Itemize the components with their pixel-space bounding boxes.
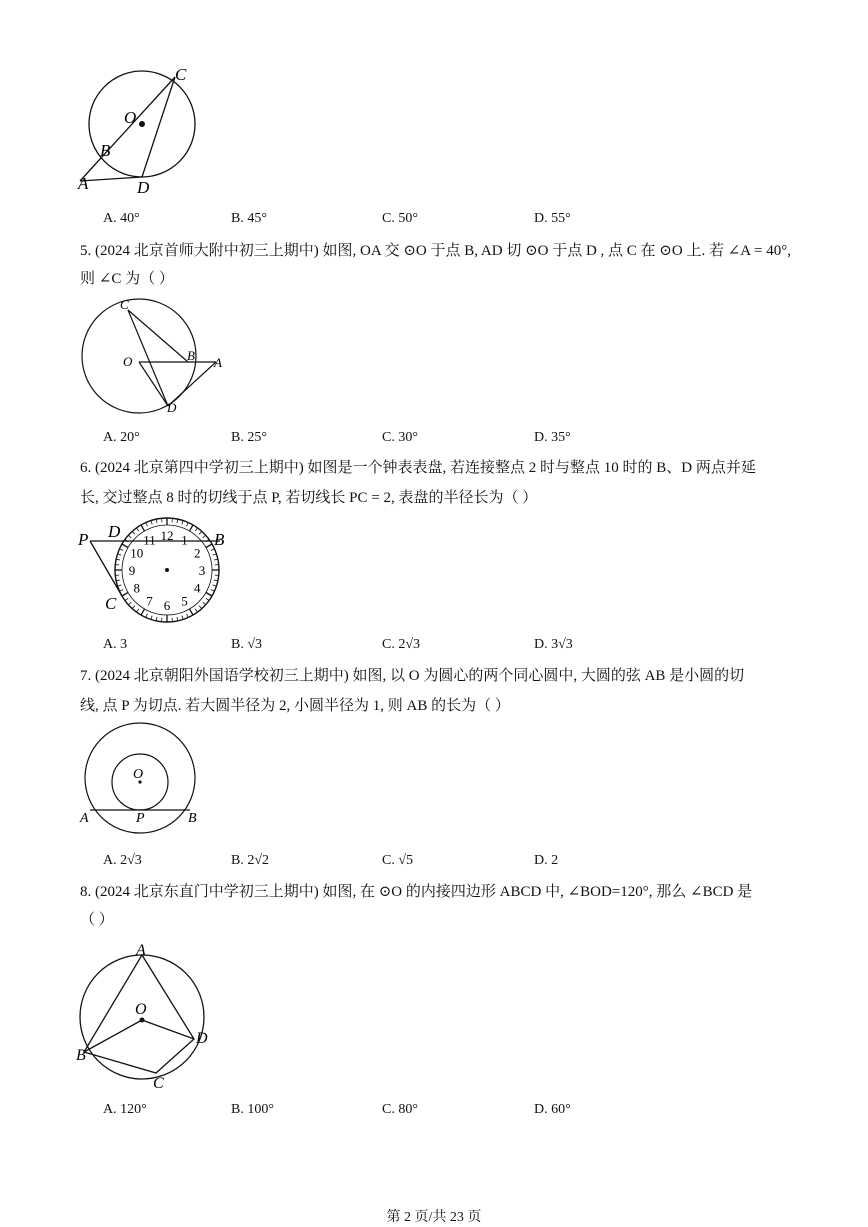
q5-label-a: A xyxy=(214,355,222,370)
q8-question-line2: （ ） xyxy=(80,912,114,928)
page-footer: 第 2 页/共 23 页 xyxy=(386,1210,482,1225)
q4-option-a: A. 40° xyxy=(103,211,140,226)
q4-label-a: A xyxy=(78,174,89,193)
q5-line-cb xyxy=(128,310,188,362)
clock-tick xyxy=(190,609,194,615)
q6-line-pc xyxy=(90,541,122,596)
q8-question-line1: 8. (2024 北京东直门中学初三上期中) 如图, 在 ⊙O 的内接四边形 ABCD 中, ∠BOD=120°, 那么 ∠BCD 是 xyxy=(80,884,753,900)
q6-center-dot xyxy=(165,568,169,572)
q7-option-c: C. √5 xyxy=(382,853,414,868)
q7-label-p: P xyxy=(136,811,145,826)
q7-question-line1: 7. (2024 北京朝阳外国语学校初三上期中) 如图, 以 O 为圆心的两个同心圆中, 大圆的弦 AB 是小圆的切 xyxy=(80,668,745,684)
q8-label-d: D xyxy=(196,1030,208,1047)
q6-label-d: D xyxy=(108,522,121,541)
q4-option-c: C. 50° xyxy=(382,211,418,226)
q4-label-b: B xyxy=(100,141,111,160)
clock-tick xyxy=(141,609,145,615)
clock-number: 5 xyxy=(181,593,188,609)
q7-label-a: A xyxy=(80,811,89,826)
q7-label-b: B xyxy=(188,811,197,826)
clock-number: 2 xyxy=(194,545,201,561)
clock-number: 7 xyxy=(146,593,153,609)
clock-number: 12 xyxy=(160,528,174,543)
q8-option-a: A. 120° xyxy=(103,1102,147,1117)
q4-line-cd xyxy=(142,77,175,177)
q5-figure xyxy=(70,296,230,420)
q8-line-od xyxy=(142,1020,194,1039)
q6-label-c: C xyxy=(105,594,117,613)
clock-tick xyxy=(122,593,128,597)
q4-label-d: D xyxy=(137,178,150,197)
q5-label-d: D xyxy=(167,400,177,415)
q6-figure xyxy=(74,512,244,636)
q8-option-d: D. 60° xyxy=(534,1102,571,1117)
q5-line-od xyxy=(139,362,168,406)
q6-option-d: D. 3√3 xyxy=(534,637,573,652)
q5-option-b: B. 25° xyxy=(231,430,267,445)
clock-number: 6 xyxy=(163,598,171,613)
q8-figure xyxy=(72,938,222,1092)
q5-question-line1: 5. (2024 北京首师大附中初三上期中) 如图, OA 交 ⊙O 于点 B, AD 切 ⊙O 于点 D , 点 C 在 ⊙O 上. 若 ∠A = 40°, xyxy=(80,243,791,259)
q4-figure xyxy=(70,62,210,202)
clock-tick xyxy=(190,525,194,531)
clock-number: 3 xyxy=(198,563,206,578)
q6-question-line1: 6. (2024 北京第四中学初三上期中) 如图是一个钟表表盘, 若连接整点 2 时与整点 10 时的 B、D 两点并延 xyxy=(80,460,756,476)
q7-option-a: A. 2√3 xyxy=(103,853,142,868)
q7-question-line2: 线, 点 P 为切点. 若大圆半径为 2, 小圆半径为 1, 则 AB 的长为（ ） xyxy=(80,698,510,714)
q6-option-a: A. 3 xyxy=(103,637,128,652)
q7-figure xyxy=(72,722,212,834)
q4-option-b: B. 45° xyxy=(231,211,267,226)
q6-option-b: B. √3 xyxy=(231,637,263,652)
q8-label-c: C xyxy=(153,1075,164,1092)
q5-option-c: C. 30° xyxy=(382,430,418,445)
clock-number: 1 xyxy=(181,532,188,548)
q8-option-b: B. 100° xyxy=(231,1102,274,1117)
q5-line-cd xyxy=(128,310,168,406)
q6-label-b: B xyxy=(214,530,225,549)
q7-option-d: D. 2 xyxy=(534,853,559,868)
clock-tick xyxy=(122,544,128,548)
q6-question-line2: 长, 交过整点 8 时的切线于点 P, 若切线长 PC = 2, 表盘的半径长为（ ） xyxy=(80,490,538,506)
clock-tick xyxy=(141,525,145,531)
q7-label-o: O xyxy=(133,767,144,782)
q8-center-dot xyxy=(140,1018,145,1023)
q5-label-o: O xyxy=(123,354,133,369)
q8-label-o: O xyxy=(135,1001,147,1018)
q5-option-a: A. 20° xyxy=(103,430,140,445)
q8-line-ob xyxy=(84,1020,142,1052)
q5-label-b: B xyxy=(187,348,195,363)
q5-question-line2: 则 ∠C 为（ ） xyxy=(80,271,174,287)
clock-number: 11 xyxy=(143,532,156,548)
clock-number: 8 xyxy=(133,580,140,596)
q4-option-d: D. 55° xyxy=(534,211,571,226)
q4-center-dot xyxy=(139,121,145,127)
q6-label-p: P xyxy=(78,530,89,549)
q5-label-c: C xyxy=(120,297,129,312)
clock-tick xyxy=(206,593,212,597)
q7-option-b: B. 2√2 xyxy=(231,853,270,868)
q4-line-ac xyxy=(80,77,175,181)
clock-number: 9 xyxy=(128,563,136,578)
q8-option-c: C. 80° xyxy=(382,1102,418,1117)
q8-label-a: A xyxy=(136,942,146,959)
q8-label-b: B xyxy=(76,1047,86,1064)
q4-label-c: C xyxy=(175,65,187,84)
clock-number: 10 xyxy=(130,545,144,561)
q5-option-d: D. 35° xyxy=(534,430,571,445)
q4-label-o: O xyxy=(124,108,137,127)
clock-number: 4 xyxy=(194,580,201,596)
clock-tick xyxy=(206,544,212,548)
q4-line-ad xyxy=(80,177,142,181)
q6-option-c: C. 2√3 xyxy=(382,637,421,652)
